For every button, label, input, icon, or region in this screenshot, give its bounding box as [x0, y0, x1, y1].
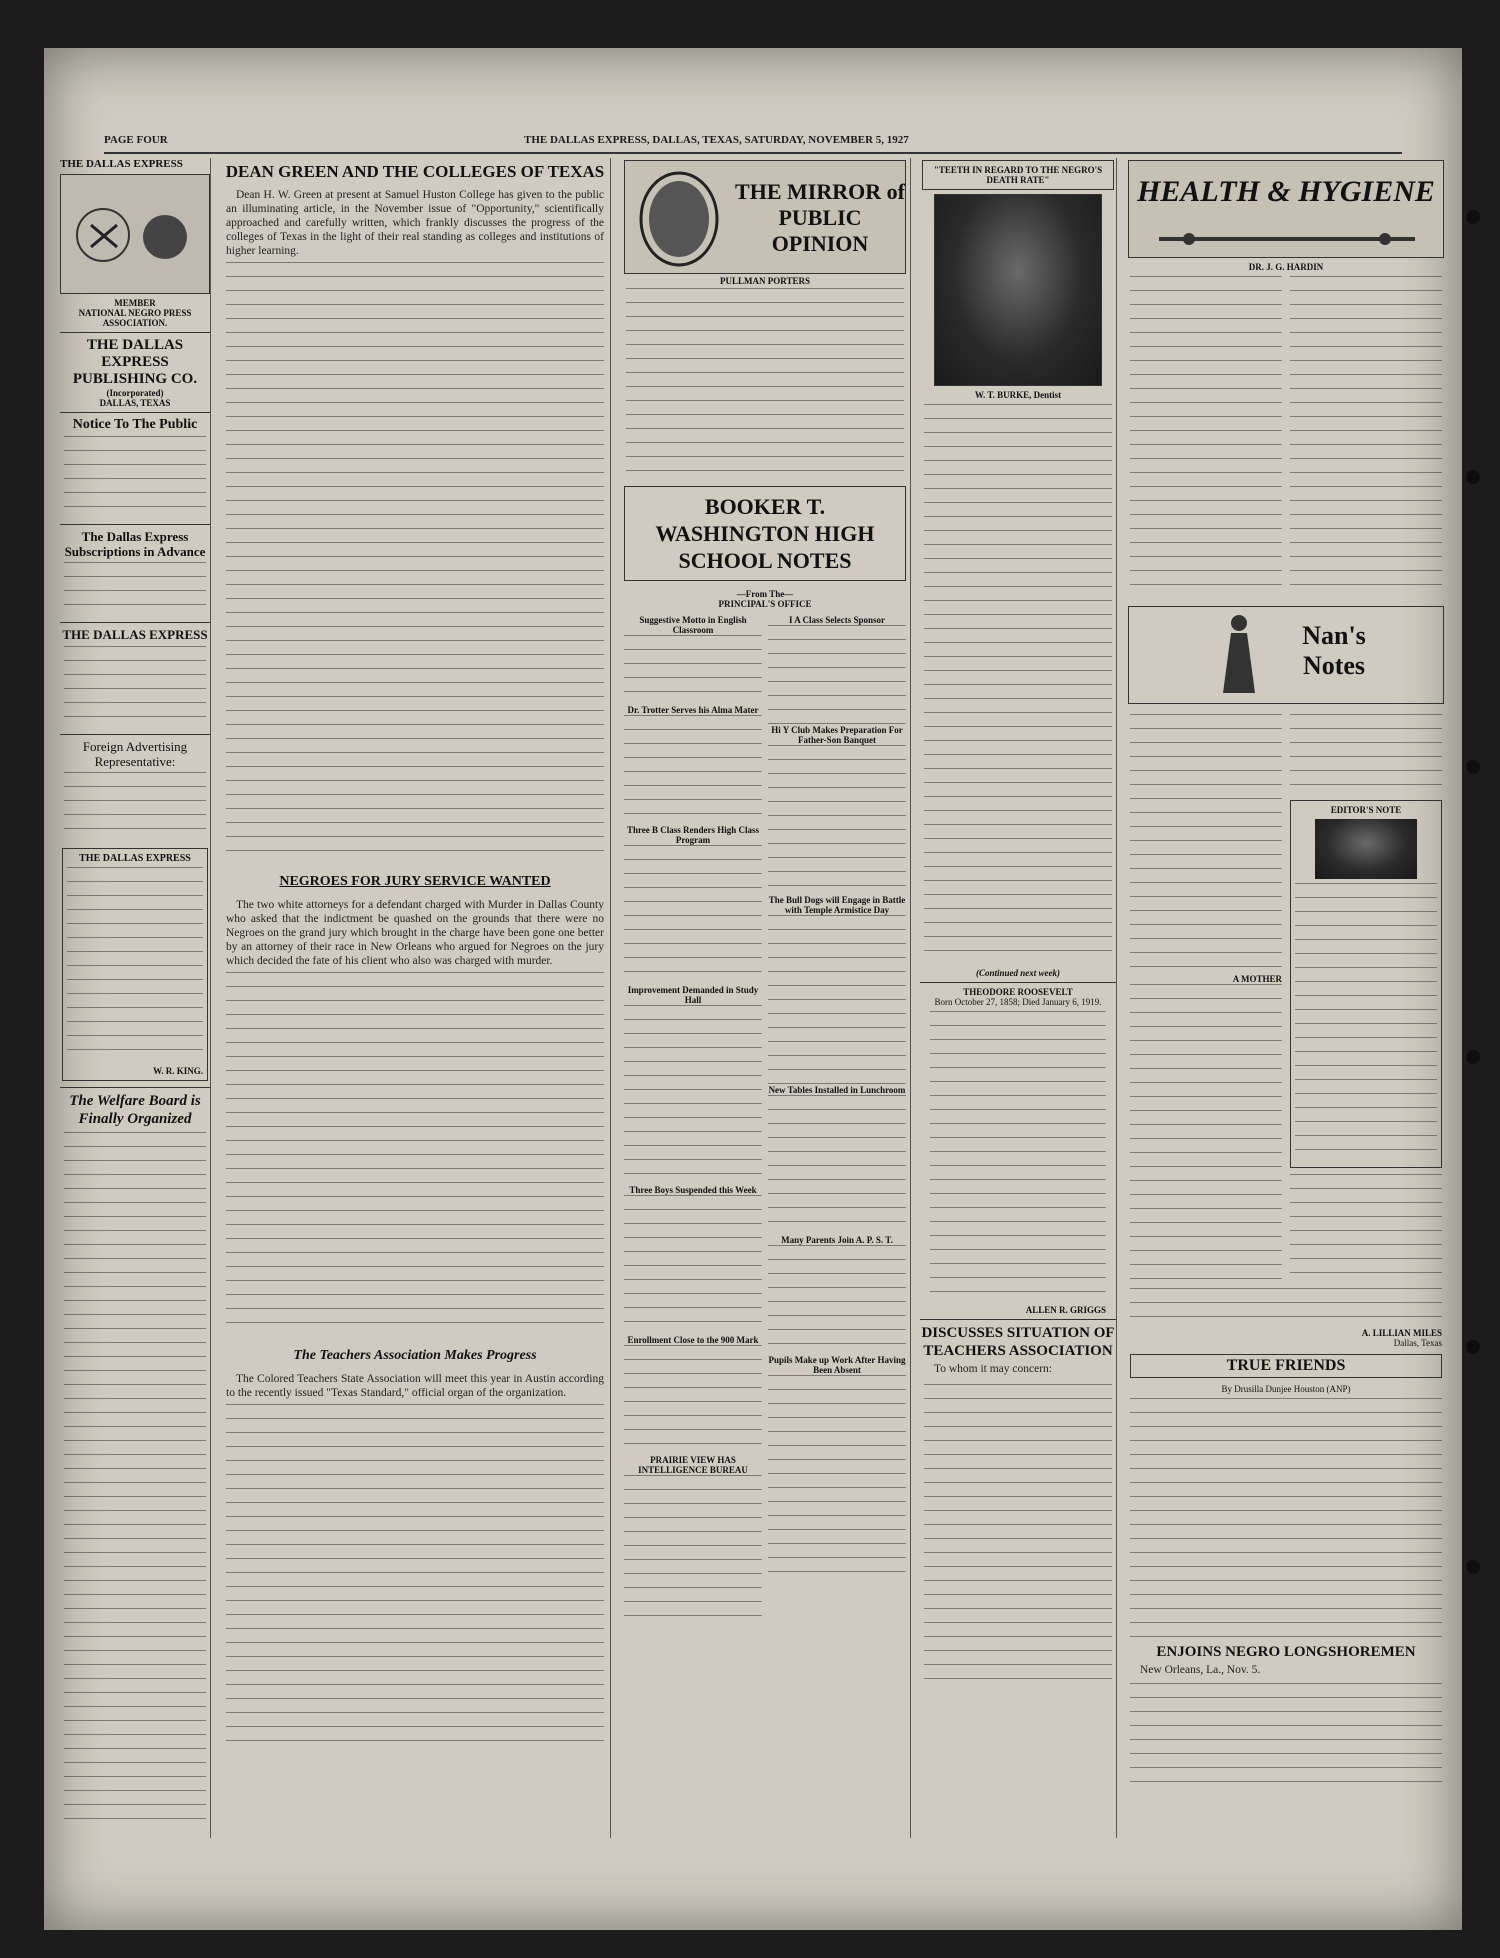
press-logo: [60, 174, 210, 294]
binder-hole: [1466, 1340, 1480, 1354]
mirror-illustration-icon: [629, 161, 729, 271]
mirror-title: THE MIRROR of PUBLIC OPINION: [735, 179, 905, 256]
note-heading: I A Class Selects Sponsor: [788, 615, 886, 625]
editorial-title-jury: NEGROES FOR JURY SERVICE WANTED: [279, 874, 551, 889]
true-friends-byline: By Drusilla Dunjee Houston (ANP): [1221, 1384, 1351, 1394]
teeth-header-box: [922, 160, 1114, 190]
note-heading: Suggestive Motto in English Classroom: [639, 615, 747, 635]
booker-office: PRINCIPAL'S OFFICE: [718, 599, 812, 609]
binder-hole: [1466, 760, 1480, 774]
note-heading: PRAIRIE VIEW HAS INTELLIGENCE BUREAU: [638, 1455, 748, 1475]
binder-hole: [1466, 1560, 1480, 1574]
member-line-1: MEMBER: [114, 298, 156, 308]
running-title: THE DALLAS EXPRESS, DALLAS, TEXAS, SATURDAY, NOVEMBER 5, 1927: [524, 134, 909, 146]
editors-note-title: EDITOR'S NOTE: [1330, 805, 1402, 815]
flag-signature: W. R. KING.: [153, 1066, 203, 1076]
column-masthead: [60, 158, 211, 1838]
miles-signature: A. LILLIAN MILES: [1361, 1328, 1442, 1338]
continued-note: (Continued next week): [975, 968, 1060, 978]
subscriptions-title: The Dallas Express Subscriptions in Advance: [64, 529, 206, 559]
editor-illustration: [1315, 819, 1417, 879]
dentist-photo: [934, 194, 1102, 386]
welfare-title: The Welfare Board is Finally Organized: [69, 1093, 201, 1127]
woman-figure-icon: [1209, 609, 1269, 699]
health-title: HEALTH & HYGIENE: [1137, 175, 1435, 208]
masthead-title: THE DALLAS EXPRESS: [60, 158, 183, 170]
dentist-caption: W. T. BURKE, Dentist: [974, 390, 1062, 400]
booker-from: —From The—: [736, 589, 794, 599]
press-emblem-icon: [61, 175, 209, 293]
health-banner: [1128, 160, 1444, 258]
health-author: DR. J. G. HARDIN: [1248, 262, 1324, 272]
booker-notes-right: [768, 615, 906, 1625]
editorial-lead-teachers: The Colored Teachers State Association will meet this year in Austin according to the recently issued "Texas Standard," official organ of the organization.: [226, 1373, 604, 1399]
note-heading: The Bull Dogs will Engage in Battle with Temple Armistice Day: [768, 895, 906, 915]
binder-hole: [1466, 470, 1480, 484]
column-editorials: [220, 158, 611, 1838]
publisher-city: DALLAS, TEXAS: [99, 398, 171, 408]
miles-place: Dallas, Texas: [1393, 1338, 1442, 1348]
roosevelt-title: THEODORE ROOSEVELT: [963, 987, 1073, 997]
column-health: [1126, 158, 1446, 1838]
mirror-banner: [624, 160, 906, 274]
running-header: [104, 130, 1402, 154]
letter-signature: A MOTHER: [1232, 974, 1282, 984]
health-ornament-icon: [1129, 225, 1445, 255]
publisher-sub: (Incorporated): [106, 388, 164, 398]
booker-title-box: [624, 486, 906, 581]
binder-hole: [1466, 210, 1480, 224]
member-line-3: ASSOCIATION.: [102, 318, 168, 328]
booker-notes-left: [624, 615, 762, 1625]
poem-author: ALLEN R. GRIGGS: [1025, 1305, 1106, 1315]
note-heading: Three Boys Suspended this Week: [629, 1185, 757, 1195]
editorial-lead-dean-green: Dean H. W. Green at present at Samuel Huston College has given to the public an illuminating article, in the November issue of "Opportunity," scientifically approached and carefully written, which frankly discusses the progress of the colleges of Texas in the light of their real standing as colleges and institutions of higher learning.: [226, 189, 604, 257]
binder-hole: [1466, 1050, 1480, 1064]
roosevelt-dates: Born October 27, 1858; Died January 6, 1919.: [934, 997, 1102, 1007]
pullman-caption: PULLMAN PORTERS: [720, 276, 810, 286]
true-friends-title: TRUE FRIENDS: [1226, 1357, 1346, 1374]
note-heading: Three B Class Renders High Class Program: [626, 825, 760, 845]
note-heading: Hi Y Club Makes Preparation For Father-Son Banquet: [771, 725, 903, 745]
foreign-ad-title: Foreign Advertising Representative:: [82, 739, 188, 769]
nans-notes-title: Nan's Notes: [1302, 621, 1366, 680]
note-heading: Pupils Make up Work After Having Been Absent: [768, 1355, 906, 1375]
true-friends-box: [1130, 1354, 1442, 1378]
note-heading: New Tables Installed in Lunchroom: [768, 1085, 906, 1095]
masthead-title-2: THE DALLAS EXPRESS: [62, 627, 208, 642]
booker-title: BOOKER T. WASHINGTON HIGH SCHOOL NOTES: [655, 494, 875, 573]
flag-box: [62, 848, 208, 1081]
flag-title: THE DALLAS EXPRESS: [79, 853, 191, 864]
notice-title: Notice To The Public: [72, 417, 198, 432]
editorial-title-dean-green: DEAN GREEN AND THE COLLEGES OF TEXAS: [225, 162, 605, 181]
note-heading: Enrollment Close to the 900 Mark: [627, 1335, 759, 1345]
discusses-title: DISCUSSES SITUATION OF TEACHERS ASSOCIATION: [921, 1325, 1115, 1359]
enjoins-lead: New Orleans, La., Nov. 5.: [1140, 1664, 1261, 1676]
publisher-name: THE DALLAS EXPRESS PUBLISHING CO.: [72, 337, 198, 387]
page-label: PAGE FOUR: [104, 134, 168, 146]
note-heading: Improvement Demanded in Study Hall: [627, 985, 759, 1005]
teeth-title: "TEETH IN REGARD TO THE NEGRO'S DEATH RATE": [933, 165, 1103, 185]
member-line-2: NATIONAL NEGRO PRESS: [78, 308, 192, 318]
column-teeth: [920, 158, 1117, 1838]
note-heading: Dr. Trotter Serves his Alma Mater: [627, 705, 759, 715]
editorial-lead-jury: The two white attorneys for a defendant charged with Murder in Dallas County who asked that the indictment be quashed on the grounds that there were no Negroes on the grand jury which brought in the charge have been gone one better by an attorney of their race in New Orleans who argued for Negroes on the jury which decided the fate of his client who also was charged with murder.: [226, 899, 604, 967]
newspaper-page: [44, 48, 1462, 1930]
editors-note-box: [1290, 800, 1442, 1168]
note-heading: Many Parents Join A. P. S. T.: [781, 1235, 893, 1245]
enjoins-title: ENJOINS NEGRO LONGSHOREMEN: [1156, 1644, 1416, 1660]
editorial-title-teachers: The Teachers Association Makes Progress: [293, 1348, 537, 1363]
column-mirror-booker: [620, 158, 911, 1838]
nans-notes-banner: [1128, 606, 1444, 704]
discusses-lead: To whom it may concern:: [934, 1363, 1052, 1375]
